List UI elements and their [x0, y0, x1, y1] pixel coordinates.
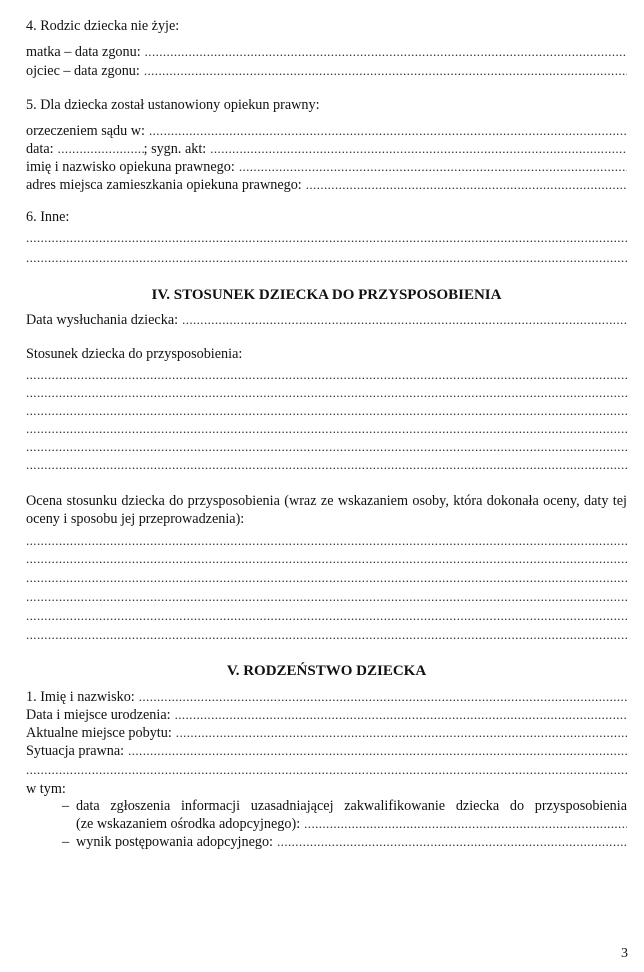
adopcyjny-field[interactable]	[76, 815, 627, 832]
ocena-line-5[interactable]	[26, 607, 627, 624]
sytuacja-label: Sytuacja prawna:	[26, 743, 125, 759]
ocena-dots-5[interactable]	[26, 607, 627, 624]
stosunek-label: Stosunek dziecka do przysposobienia:	[26, 346, 243, 362]
rodzenstwo-imie-label: 1. Imię i nazwisko:	[26, 689, 135, 705]
adopcyjny-dots[interactable]	[304, 815, 627, 832]
ocena-line-1[interactable]	[26, 532, 627, 549]
matka-dots[interactable]	[145, 43, 627, 60]
stosunek-line-2[interactable]	[26, 384, 627, 401]
opiekun-adres-dots[interactable]	[306, 176, 627, 193]
stosunek-dots-5[interactable]	[26, 438, 627, 455]
ocena-dots-1[interactable]	[26, 532, 627, 549]
wtym-row	[26, 781, 627, 798]
urodzenie-label: Data i miejsce urodzenia:	[26, 707, 171, 723]
orzeczenie-field[interactable]	[26, 122, 627, 139]
orzeczenie-label: orzeczeniem sądu w:	[26, 123, 145, 139]
stosunek-line-1[interactable]	[26, 366, 627, 383]
ocena-line-6[interactable]	[26, 626, 627, 643]
inne-dots-2[interactable]	[26, 249, 627, 266]
ocena-label: Ocena stosunku dziecka do przysposobienia (wraz ze wskazaniem osoby, która dokonała oceny, daty tej oceny i sposobu jej przeprowadzenia):	[26, 493, 627, 527]
section-6-title: 6. Inne:	[26, 209, 70, 225]
sygn-label: ; sygn. akt:	[143, 141, 207, 157]
data-wysluchania-field[interactable]	[26, 311, 627, 328]
sytuacja-line-2[interactable]	[26, 761, 627, 778]
orzeczenie-dots[interactable]	[149, 122, 627, 139]
ojciec-dots[interactable]	[144, 62, 627, 79]
ocena-line-4[interactable]	[26, 588, 627, 605]
sytuacja-dots[interactable]	[128, 742, 627, 759]
data-dots[interactable]	[58, 140, 144, 157]
section-4-title: 4. Rodzic dziecka nie żyje:	[26, 18, 180, 34]
pobyt-label: Aktualne miejsce pobytu:	[26, 725, 172, 741]
opiekun-imie-field[interactable]	[26, 158, 627, 175]
ocena-dots-6[interactable]	[26, 626, 627, 643]
ojciec-field[interactable]	[26, 62, 627, 79]
wynik-dots[interactable]	[277, 833, 627, 850]
ocena-line-2[interactable]	[26, 550, 627, 567]
wtym-label: w tym:	[26, 781, 66, 797]
ocena-dots-2[interactable]	[26, 550, 627, 567]
stosunek-dots-1[interactable]	[26, 366, 627, 383]
pobyt-dots[interactable]	[176, 724, 627, 741]
sytuacja-field[interactable]	[26, 742, 627, 759]
stosunek-line-3[interactable]	[26, 402, 627, 419]
opiekun-adres-label: adres miejsca zamieszkania opiekuna prawnego:	[26, 177, 302, 193]
page-number: 3	[621, 946, 628, 961]
section-6	[26, 209, 627, 226]
ocena-dots-3[interactable]	[26, 569, 627, 586]
matka-field[interactable]	[26, 43, 627, 60]
stosunek-dots-3[interactable]	[26, 402, 627, 419]
opiekun-imie-label: imię i nazwisko opiekuna prawnego:	[26, 159, 235, 175]
urodzenie-field[interactable]	[26, 706, 627, 723]
dash-2: –	[62, 834, 70, 850]
ojciec-label: ojciec – data zgonu:	[26, 63, 140, 79]
stosunek-line-6[interactable]	[26, 456, 627, 473]
pobyt-field[interactable]	[26, 724, 627, 741]
item-1-text: data zgłoszenia informacji uzasadniającej zakwalifikowanie dziecka do przysposobienia	[76, 798, 627, 814]
dash-1: –	[62, 798, 70, 814]
data-sygn-field[interactable]	[26, 140, 627, 157]
sygn-dots[interactable]	[210, 140, 627, 157]
stosunek-line-5[interactable]	[26, 438, 627, 455]
section-4	[26, 18, 627, 35]
item-2-label: wynik postępowania adopcyjnego:	[76, 834, 274, 850]
ocena-dots-4[interactable]	[26, 588, 627, 605]
stosunek-label-row	[26, 346, 627, 363]
stosunek-line-4[interactable]	[26, 420, 627, 437]
stosunek-dots-4[interactable]	[26, 420, 627, 437]
adopcyjny-label: (ze wskazaniem ośrodka adopcyjnego):	[76, 816, 301, 832]
wtym-item-1	[62, 797, 627, 815]
inne-line-2[interactable]	[26, 249, 627, 266]
stosunek-dots-6[interactable]	[26, 456, 627, 473]
section-5	[26, 97, 627, 114]
stosunek-dots-2[interactable]	[26, 384, 627, 401]
data-wysluchania-dots[interactable]	[182, 311, 627, 328]
ocena-line-3[interactable]	[26, 569, 627, 586]
wtym-item-2[interactable]	[62, 833, 627, 850]
matka-label: matka – data zgonu:	[26, 44, 141, 60]
urodzenie-dots[interactable]	[175, 706, 627, 723]
section-5-title: 5. Dla dziecka został ustanowiony opiekun prawny:	[26, 97, 320, 113]
inne-dots-1[interactable]	[26, 229, 627, 246]
opiekun-adres-field[interactable]	[26, 176, 627, 193]
section-v-heading: V. RODZEŃSTWO DZIECKA	[226, 663, 427, 679]
data-label: data:	[26, 141, 54, 157]
sytuacja-dots-2[interactable]	[26, 761, 627, 778]
section-iv-heading: IV. STOSUNEK DZIECKA DO PRZYSPOSOBIENIA	[151, 287, 502, 303]
rodzenstwo-imie-field[interactable]	[26, 688, 627, 705]
rodzenstwo-imie-dots[interactable]	[139, 688, 627, 705]
data-wysluchania-label: Data wysłuchania dziecka:	[26, 312, 179, 328]
inne-line-1[interactable]	[26, 229, 627, 246]
opiekun-imie-dots[interactable]	[239, 158, 627, 175]
